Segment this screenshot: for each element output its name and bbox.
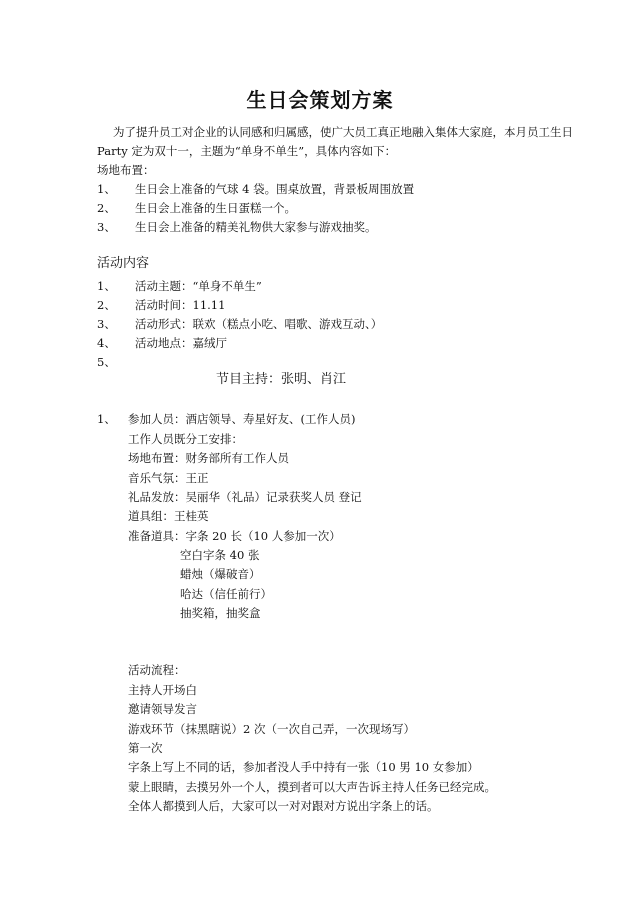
page-title: 生日会策划方案 [246,88,394,112]
participants-text: 参加人员：酒店领导、寿星好友、(工作人员) [128,412,356,426]
props-item: 哈达（信任前行） [180,587,272,601]
props-item: 蜡烛（爆破音） [180,567,261,581]
venue-item-num: 1、 [97,182,116,196]
venue-item-text: 生日会上准备的生日蛋糕一个。 [135,201,296,215]
intro-line-1: 为了提升员工对企业的认同感和归属感，使广大员工真正地融入集体大家庭，本月员工生日 [113,125,573,139]
activity-item-text: 活动地点：嘉绒厅 [135,336,227,350]
staff-gifts: 礼品发放：吴丽华（礼品）记录获奖人员 登记 [128,490,362,504]
activity-item-num: 5、 [97,355,116,369]
flow-step: 第一次 [128,741,163,755]
props-item: 空白字条 40 张 [180,548,260,562]
activity-heading: 活动内容 [97,256,150,271]
venue-heading: 场地布置： [97,163,155,177]
activity-item-text: 活动时间：11.11 [135,298,226,312]
flow-step: 全体人都摸到人后，大家可以一对对跟对方说出字条上的话。 [128,799,439,813]
venue-item-text: 生日会上准备的气球 4 袋。围桌放置，背景板周围放置 [135,182,415,196]
staff-props-group: 道具组：王桂英 [128,509,209,523]
staff-venue-setup: 场地布置：财务部所有工作人员 [128,451,289,465]
activity-item-num: 3、 [97,317,116,331]
props-label: 准备道具：字条 20 长（10 人参加一次） [128,529,341,543]
activity-item-num: 1、 [97,279,116,293]
flow-step: 主持人开场白 [128,683,197,697]
activity-item-num: 2、 [97,298,116,312]
intro-line-2: Party 定为双十一，主题为“单身不单生”，具体内容如下： [97,144,397,158]
staff-music: 音乐气氛：王正 [128,471,209,485]
flow-step: 游戏环节（抹黑瞎说）2 次（一次自己弄，一次现场写） [128,722,415,736]
participants-num: 1、 [97,412,116,426]
activity-item-text: 活动形式：联欢（糕点小吃、唱歌、游戏互动、） [135,317,383,331]
staff-division: 工作人员既分工安排： [128,432,243,446]
venue-item-num: 2、 [97,201,116,215]
flow-step: 蒙上眼睛，去摸另外一个人，摸到者可以大声告诉主持人任务已经完成。 [128,780,496,794]
flow-step: 字条上写上不同的话，参加者没人手中持有一张（10 男 10 女参加） [128,760,479,774]
flow-step: 邀请领导发言 [128,702,197,716]
activity-item-text: 活动主题：“单身不单生” [135,279,262,293]
props-item: 抽奖箱，抽奖盒 [180,606,261,620]
flow-heading: 活动流程： [128,663,186,677]
venue-item-text: 生日会上准备的精美礼物供大家参与游戏抽奖。 [135,220,377,234]
venue-item-num: 3、 [97,220,116,234]
activity-item-num: 4、 [97,336,116,350]
host-line: 节目主持：张明、肖江 [216,372,347,387]
